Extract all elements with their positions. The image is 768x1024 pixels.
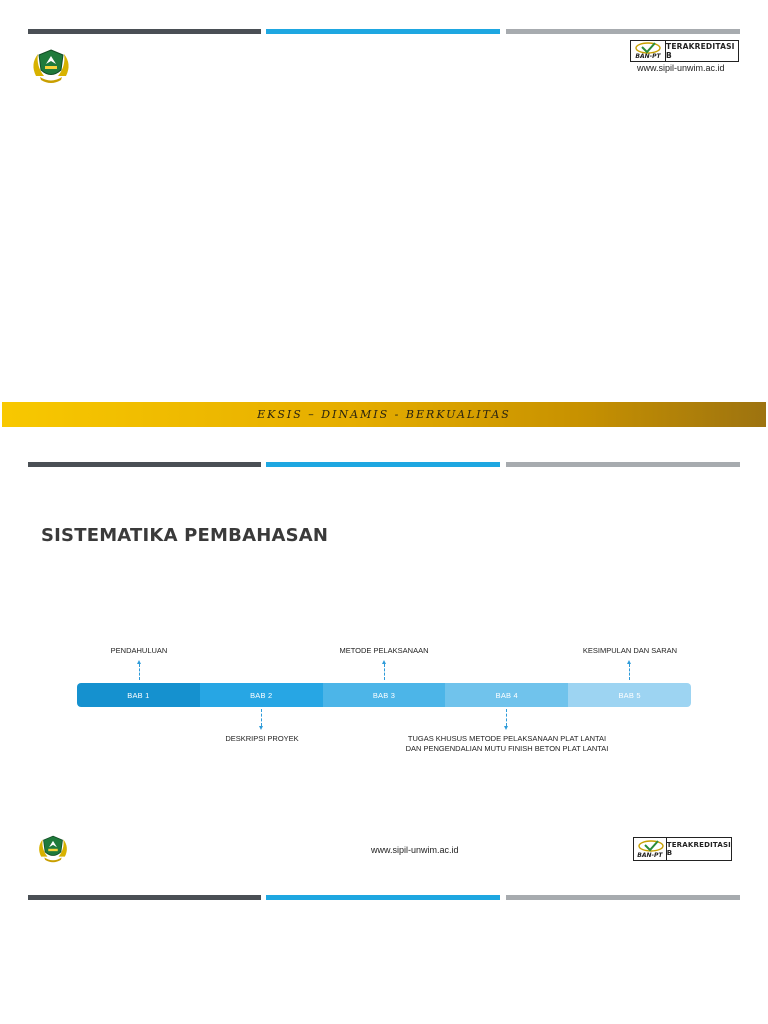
ban-pt-check-icon [635, 42, 661, 54]
timeline-bar [77, 683, 691, 707]
mid-stripe-dark [28, 462, 261, 467]
footer-accreditation-text: TERAKREDITASI B [666, 841, 731, 857]
page-title: SISTEMATIKA PEMBAHASAN [41, 525, 329, 546]
footer-website: www.sipil-unwim.ac.id [371, 845, 459, 855]
bottom-stripe-blue [266, 895, 500, 900]
connector-line [384, 664, 385, 680]
top-stripe-blue [266, 29, 500, 34]
connector-line [261, 709, 262, 726]
bottom-stripe-dark [28, 895, 261, 900]
timeline-label-pendahuluan: PENDAHULUAN [110, 646, 168, 655]
motto-text: EKSIS – DINAMIS - BERKUALITAS [257, 408, 511, 421]
connector-arrow-down-icon [259, 726, 263, 730]
timeline-segment-bab-2: BAB 2 [200, 683, 323, 707]
connector-line [139, 664, 140, 680]
footer-emblem-icon [31, 833, 75, 863]
motto-banner [2, 402, 766, 427]
timeline-label-kesimpulan: KESIMPULAN DAN SARAN [582, 646, 678, 655]
timeline-label-tugas-khusus: TUGAS KHUSUS METODE PELAKSANAAN PLAT LANTAI DAN PENGENDALIAN MUTU FINISH BETON PLAT LANTAI [405, 734, 609, 753]
top-stripe-gray [506, 29, 740, 34]
timeline-segment-bab-3: BAB 3 [323, 683, 446, 707]
university-emblem-icon [28, 46, 74, 84]
header-website: www.sipil-unwim.ac.id [637, 63, 725, 73]
connector-line [629, 664, 630, 680]
accreditation-text: TERAKREDITASI B [666, 42, 735, 60]
mid-stripe-gray [506, 462, 740, 467]
connector-arrow-down-icon [504, 726, 508, 730]
ban-pt-check-icon [638, 840, 664, 852]
top-stripe-dark [28, 29, 261, 34]
ban-pt-logo [631, 41, 666, 61]
timeline-segment-bab-4: BAB 4 [445, 683, 568, 707]
bottom-stripe-gray [506, 895, 740, 900]
timeline-label-metode: METODE PELAKSANAAN [339, 646, 429, 655]
ban-pt-label: BAN-PT [635, 53, 661, 60]
connector-line [506, 709, 507, 726]
footer-accreditation-badge [633, 837, 732, 861]
timeline-segment-bab-1: BAB 1 [77, 683, 200, 707]
ban-pt-label: BAN-PT [637, 852, 663, 859]
footer-ban-pt-logo [634, 838, 667, 860]
mid-stripe-blue [266, 462, 500, 467]
accreditation-badge [630, 40, 739, 62]
timeline-label-deskripsi: DESKRIPSI PROYEK [225, 734, 299, 743]
timeline-segment-bab-5: BAB 5 [568, 683, 691, 707]
